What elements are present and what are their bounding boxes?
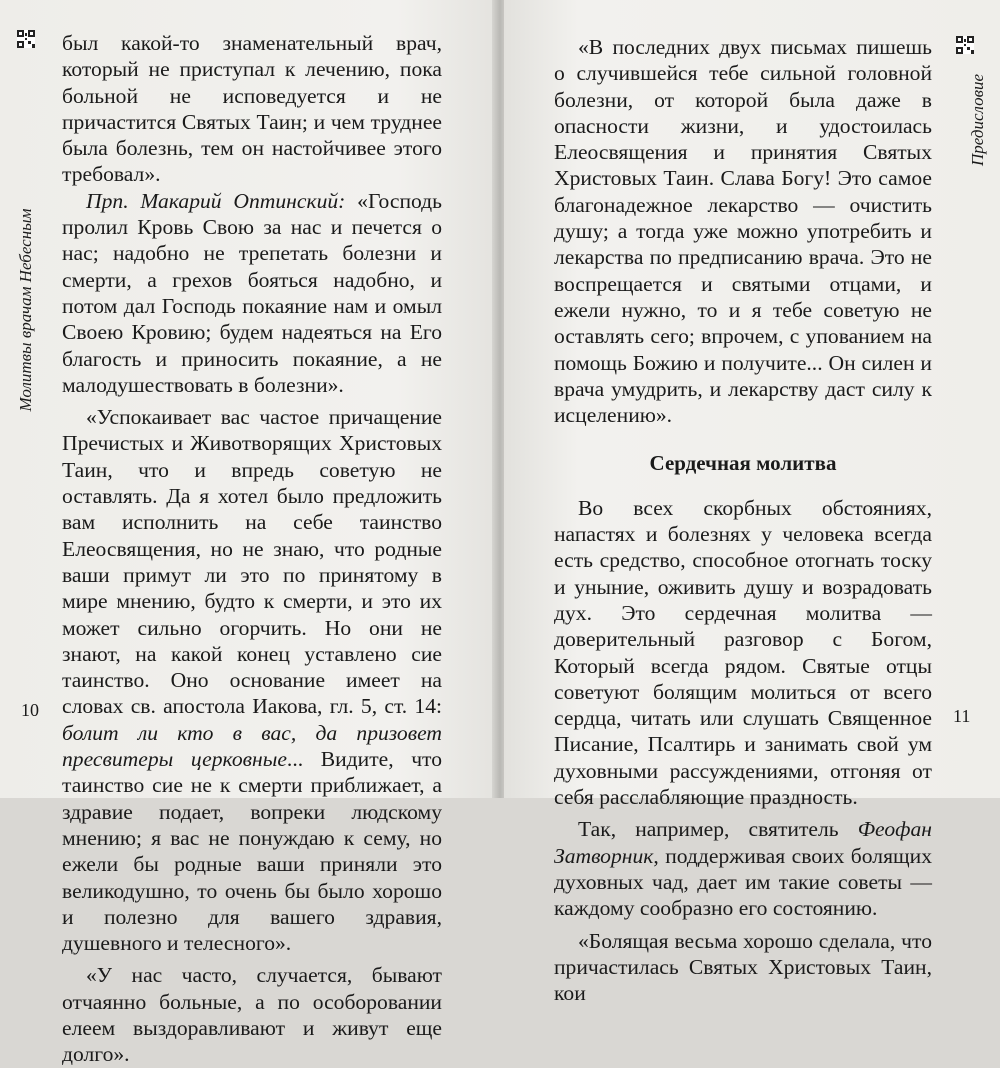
paragraph: был какой-то знаменательный врач, который не приступал к лечению, пока больной не исповедуется и не причастится Святых Таин; и чем труднее была болезнь, тем он настойчивее этого требовал». bbox=[62, 31, 442, 187]
paragraph: «В последних двух письмах пишешь о случившейся тебе сильной головной болезни, от которой была даже в опасности жизни, и удостоилась Елеосвящения и принятия Святых Христовых Таин. Слава Богу! Это самое благонадежное лекарство — очистить душу; а тогда уже можно употребить и лекарства по предписанию врача. Это не воспрещается и святыми отцами, и ежели нужно, то и я тебе советую не оставлять сего; впрочем, с упованием на помощь Божию и получите... Он силен и врача умудрить, и лекарству даст силу к исцелению». bbox=[554, 35, 932, 428]
paragraph bbox=[554, 816, 932, 921]
right-text-block bbox=[554, 34, 932, 1006]
qr-code-icon bbox=[17, 30, 35, 48]
paragraph-text: «Господь пролил Кровь Свою за нас и печется о нас; надобно не трепетать болезни и смерти, а грехов бояться надобно, и потом дал Господь покаяние нам и омыл Своею Кровию; будем надеяться на Его благость и приносить покаяние, а не малодушествовать в болезни». bbox=[62, 188, 443, 397]
paragraph-text: , поддерживая своих болящих духовных чад, дает им такие советы — каждому сообразно его состоянию. bbox=[554, 843, 932, 921]
page-number-right: 11 bbox=[953, 706, 971, 726]
scripture-quote: болит ли кто в вас, да призовет пресвитеры церковные bbox=[62, 720, 442, 772]
page-number-left: 10 bbox=[21, 700, 39, 720]
author-name: Феофан Затворник bbox=[554, 817, 932, 868]
paragraph-text: «Успокаивает вас частое причащение Пречистых и Животворящих Христовых Таин, что и впредь советую не оставлять. Да я хотел было предложить вам исполнить на себе таинство Елеосвящения, но не знаю, что родные ваши примут ли это по принятому в мире мнению, будто к смерти, и это их может сильно огорчить. Но они не знают, на какой конец уставлено сие таинство. Оно основание имеет на словах св. апостола Иакова, гл. 5, ст. 14: bbox=[62, 405, 442, 719]
paragraph-text: ... Видите, что таинство сие не к смерти приближает, а здравие подает, вопреки людскому мнению; я вас не понуждаю к сему, но ежели бы родные ваши приняли это великодушно, то очень бы было хорошо и полезно для вашего здравия, душевного и телесного». bbox=[62, 747, 442, 956]
paragraph: «У нас часто, случается, бывают отчаянно больные, а по особоровании елеем выздоравливают и живут еще долго». bbox=[62, 963, 442, 1067]
left-text-block bbox=[62, 30, 442, 1068]
author-name: Прп. Макарий Оптинский: bbox=[86, 188, 346, 213]
running-head-left: Молитвы врачам Небесным bbox=[16, 208, 35, 412]
running-head-right: Предисловие bbox=[968, 73, 987, 167]
paragraph: «Болящая весьма хорошо сделала, что причастилась Святых Христовых Таин, кои bbox=[554, 928, 932, 1006]
paragraph-text: Так, например, святитель bbox=[578, 817, 858, 842]
left-page bbox=[0, 0, 496, 1067]
paragraph: Во всех скорбных обстояниях, напастях и болезнях у человека всегда есть средство, способное отогнать тоску и уныние, оживить душу и возрадовать дух. Это сердечная молитва — доверительный разговор с Богом, Который всегда рядом. Святые отцы советуют болящим молиться от всего сердца, читать или слушать Священное Писание, Псалтирь и занимать свой ум духовными рассуждениями, отгоняя от себя расслабляющие праздность. bbox=[554, 495, 932, 810]
paragraph bbox=[62, 404, 442, 956]
right-page bbox=[504, 0, 1000, 1006]
paragraph bbox=[62, 188, 442, 398]
section-heading: Сердечная молитва bbox=[649, 451, 837, 476]
